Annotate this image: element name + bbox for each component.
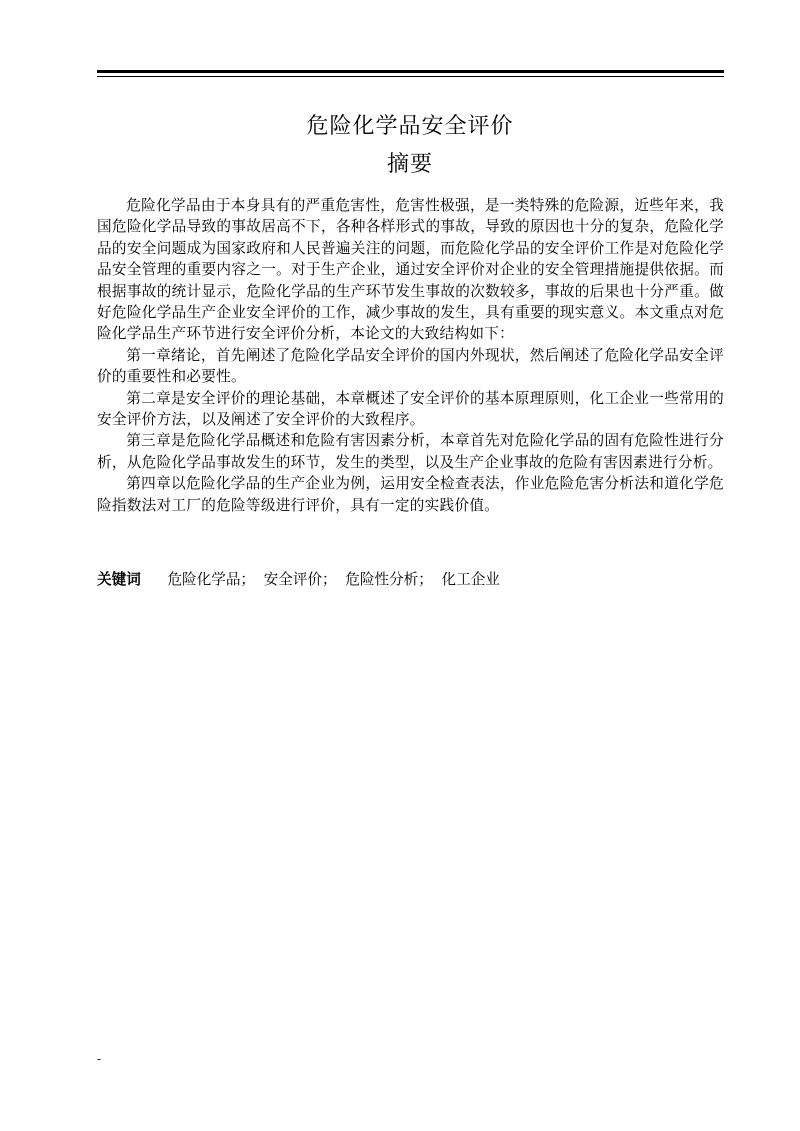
header-rule-thin: [97, 76, 724, 77]
abstract-paragraph: 第一章绪论，首先阐述了危险化学品安全评价的国内外现状，然后阐述了危险化学品安全评价的重要性和必要性。: [97, 346, 724, 386]
keyword-item: 安全评价；: [263, 571, 337, 588]
keywords-line: [97, 569, 504, 590]
page-footer-mark: -: [97, 1052, 102, 1066]
keyword-item: 危险化学品；: [167, 571, 256, 588]
keyword-item: 化工企业: [441, 571, 500, 588]
keyword-item: 危险性分析；: [345, 571, 433, 588]
abstract-paragraph: 危险化学品由于本身具有的严重危害性，危害性极强，是一类特殊的危险源，近些年来，我国危险化学品导致的事故居高不下，各种各样形式的事故，导致的原因也十分的复杂，危险化学品的安全问题成为国家政府和人民普遍关注的问题，而危险化学品的安全评价工作是对危险化学品安全管理的重要内容之一。对于生产企业，通过安全评价对企业的安全管理措施提供依据。而根据事故的统计显示，危险化学品的生产环节发生事故的次数较多，事故的后果也十分严重。做好危险化学品生产企业安全评价的工作，减少事故的发生，具有重要的现实意义。本文重点对危险化学品生产环节进行安全评价分析，本论文的大致结构如下：: [97, 197, 724, 343]
document-title: 危险化学品安全评价: [306, 114, 514, 139]
header-rule-thick: [97, 70, 724, 73]
abstract-paragraph: 第三章是危险化学品概述和危险有害因素分析，本章首先对危险化学品的固有危险性进行分析，从危险化学品事故发生的环节，发生的类型，以及生产企业事故的危险有害因素进行分析。: [97, 432, 724, 471]
abstract-body: [97, 195, 724, 516]
abstract-paragraph: 第二章是安全评价的理论基础，本章概述了安全评价的基本原理原则，化工企业一些常用的安全评价方法，以及阐述了安全评价的大致程序。: [97, 389, 724, 429]
keywords-label: 关键词: [97, 571, 141, 588]
abstract-paragraph: 第四章以危险化学品的生产企业为例，运用安全检查表法，作业危险危害分析法和道化学危险指数法对工厂的危险等级进行评价，具有一定的实践价值。: [97, 475, 724, 514]
abstract-heading: 摘要: [386, 152, 433, 177]
